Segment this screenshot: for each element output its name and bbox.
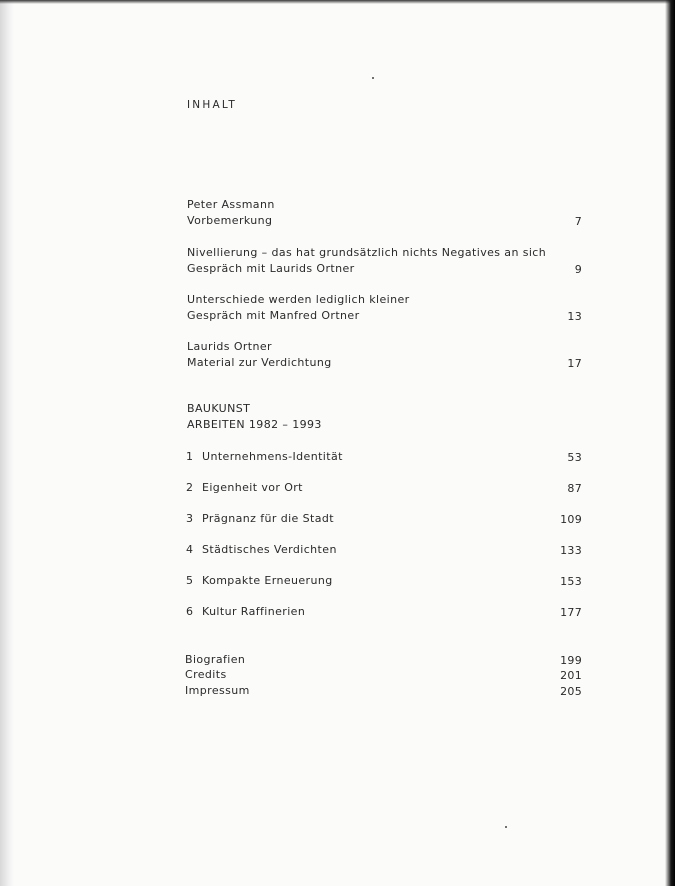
chapter-title: Eigenheit vor Ort (202, 481, 303, 494)
chapter-entry (186, 450, 343, 463)
toc-page-number: 87 (567, 482, 582, 495)
chapter-number: 4 (186, 543, 194, 556)
chapter-entry (186, 574, 333, 587)
chapter-number: 6 (186, 605, 194, 618)
toc-page-number: 9 (574, 263, 582, 276)
chapter-title: Kultur Raffinerien (202, 605, 306, 618)
toc-page-number: 53 (567, 451, 582, 464)
chapter-entry (186, 605, 305, 618)
chapter-number: 1 (186, 450, 194, 463)
appendix-entry: Biografien (185, 653, 246, 666)
chapter-title: Städtisches Verdichten (202, 543, 337, 556)
chapter-entry (186, 481, 303, 494)
section-subtitle: ARBEITEN 1982 – 1993 (187, 418, 322, 431)
toc-page-number: 7 (574, 215, 582, 228)
print-speck (505, 826, 507, 828)
chapter-title: Kompakte Erneuerung (202, 574, 333, 587)
appendix-entry: Impressum (185, 684, 250, 697)
appendix-entry: Credits (185, 668, 227, 681)
chapter-entry (186, 543, 337, 556)
toc-entry-title: Gespräch mit Laurids Ortner (187, 262, 355, 275)
chapter-number: 5 (186, 574, 194, 587)
toc-entry-title: Material zur Verdichtung (187, 356, 332, 369)
toc-entry-author: Nivellierung – das hat grundsätzlich nichts Negatives an sich (187, 246, 547, 259)
toc-entry-title: Vorbemerkung (187, 214, 273, 227)
toc-page-number: 177 (560, 606, 582, 619)
page-top-edge (0, 0, 675, 4)
chapter-title: Unternehmens-Identität (202, 450, 343, 463)
toc-page-number: 205 (560, 685, 582, 698)
toc-page-number: 17 (567, 357, 582, 370)
chapter-title: Prägnanz für die Stadt (202, 512, 334, 525)
chapter-number: 2 (186, 481, 194, 494)
toc-page-number: 133 (560, 544, 582, 557)
chapter-number: 3 (186, 512, 194, 525)
toc-entry-author: Unterschiede werden lediglich kleiner (187, 293, 410, 306)
toc-page-number: 109 (560, 513, 582, 526)
toc-heading: INHALT (187, 99, 238, 111)
chapter-entry (186, 512, 334, 525)
toc-entry-author: Peter Assmann (187, 198, 275, 211)
toc-entry-author: Laurids Ortner (187, 340, 272, 353)
toc-page-number: 13 (567, 310, 582, 323)
page-gutter-shadow (0, 0, 14, 886)
page-right-edge (665, 0, 675, 886)
print-speck (372, 77, 374, 79)
toc-page-number: 153 (560, 575, 582, 588)
toc-entry-title: Gespräch mit Manfred Ortner (187, 309, 360, 322)
section-title: BAUKUNST (187, 402, 251, 415)
toc-page-number: 199 (560, 654, 582, 667)
toc-page-number: 201 (560, 669, 582, 682)
